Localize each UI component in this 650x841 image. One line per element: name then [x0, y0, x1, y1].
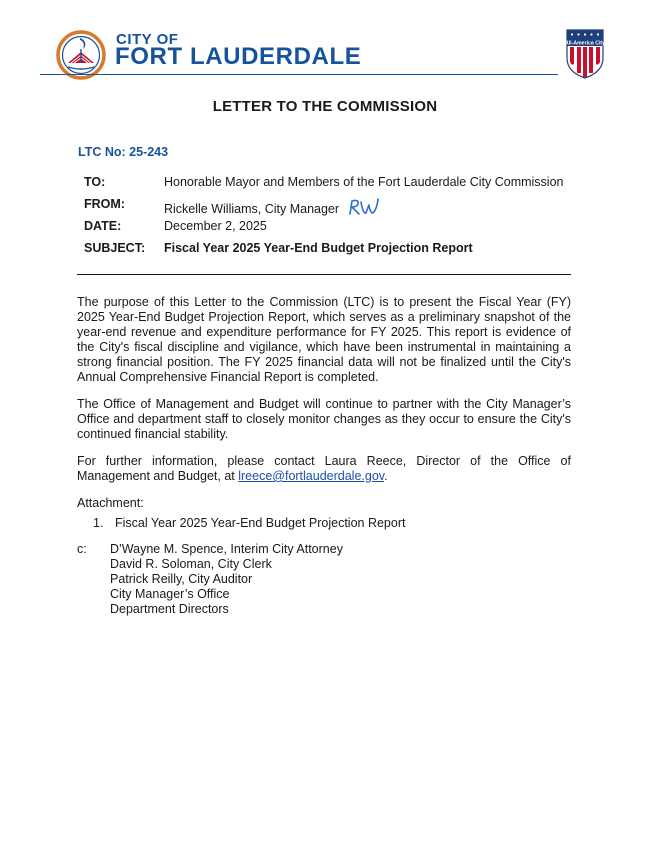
cc-recipient: David R. Soloman, City Clerk	[110, 557, 272, 571]
contact-email-link[interactable]: lreece@fortlauderdale.gov	[238, 469, 385, 483]
memo-divider	[77, 274, 571, 275]
header-divider	[40, 74, 558, 75]
body-paragraph-3	[77, 454, 571, 484]
cc-recipient: D’Wayne M. Spence, Interim City Attorney	[110, 542, 343, 556]
page-title: LETTER TO THE COMMISSION	[212, 98, 438, 115]
cc-recipient: Department Directors	[110, 602, 229, 616]
attachment-title: Fiscal Year 2025 Year-End Budget Projection Report	[115, 516, 406, 530]
cc-recipient: Patrick Reilly, City Auditor	[110, 572, 253, 586]
attachment-item	[93, 516, 571, 531]
date-value: December 2, 2025	[164, 219, 267, 233]
to-label: TO:	[84, 175, 106, 189]
subject-label: SUBJECT:	[84, 241, 146, 255]
ltc-number: LTC No: 25-243	[78, 145, 169, 159]
city-seal-icon	[56, 30, 106, 80]
from-label: FROM:	[84, 197, 125, 211]
cc-label: c:	[77, 542, 87, 556]
paragraph-3-end: .	[384, 469, 388, 483]
cc-list	[110, 542, 343, 617]
badge-label: All-America City	[565, 40, 605, 47]
to-value: Honorable Mayor and Members of the Fort Lauderdale City Commission	[164, 175, 564, 189]
paragraph-3-text: For further information, please contact Laura Reece, Director of the Office of Management and Budget, at	[77, 454, 571, 483]
subject-value: Fiscal Year 2025 Year-End Budget Projection Report	[164, 241, 473, 255]
city-of-label: CITY OF	[116, 31, 179, 48]
date-label: DATE:	[84, 219, 122, 233]
city-name-heading: FORT LAUDERDALE	[115, 43, 362, 70]
letter-body	[77, 295, 571, 531]
from-value: Rickelle Williams, City Manager	[164, 202, 340, 216]
attachment-label: Attachment:	[77, 496, 144, 510]
attachment-number: 1.	[93, 516, 104, 530]
from-value-wrapper	[164, 197, 381, 217]
body-paragraph-2: The Office of Management and Budget will continue to partner with the City Manager’s Office and department staff to closely monitor changes as they occur to ensure the City's continued financial stability.	[77, 397, 571, 441]
all-america-city-badge-icon	[565, 28, 605, 80]
body-paragraph-1: The purpose of this Letter to the Commission (LTC) is to present the Fiscal Year (FY) 2025 Year-End Budget Projection Report, which serves as a preliminary snapshot of the year-end revenue and expenditure performance for FY 2025. This report is evidence of the City's fiscal discipline and vigilance, which have been instrumental in maintaining a strong financial position. The FY 2025 financial data will not be finalized until the City's Annual Comprehensive Financial Report is completed.	[77, 295, 571, 384]
signature-initials	[347, 197, 381, 217]
cc-recipient: City Manager’s Office	[110, 587, 230, 601]
